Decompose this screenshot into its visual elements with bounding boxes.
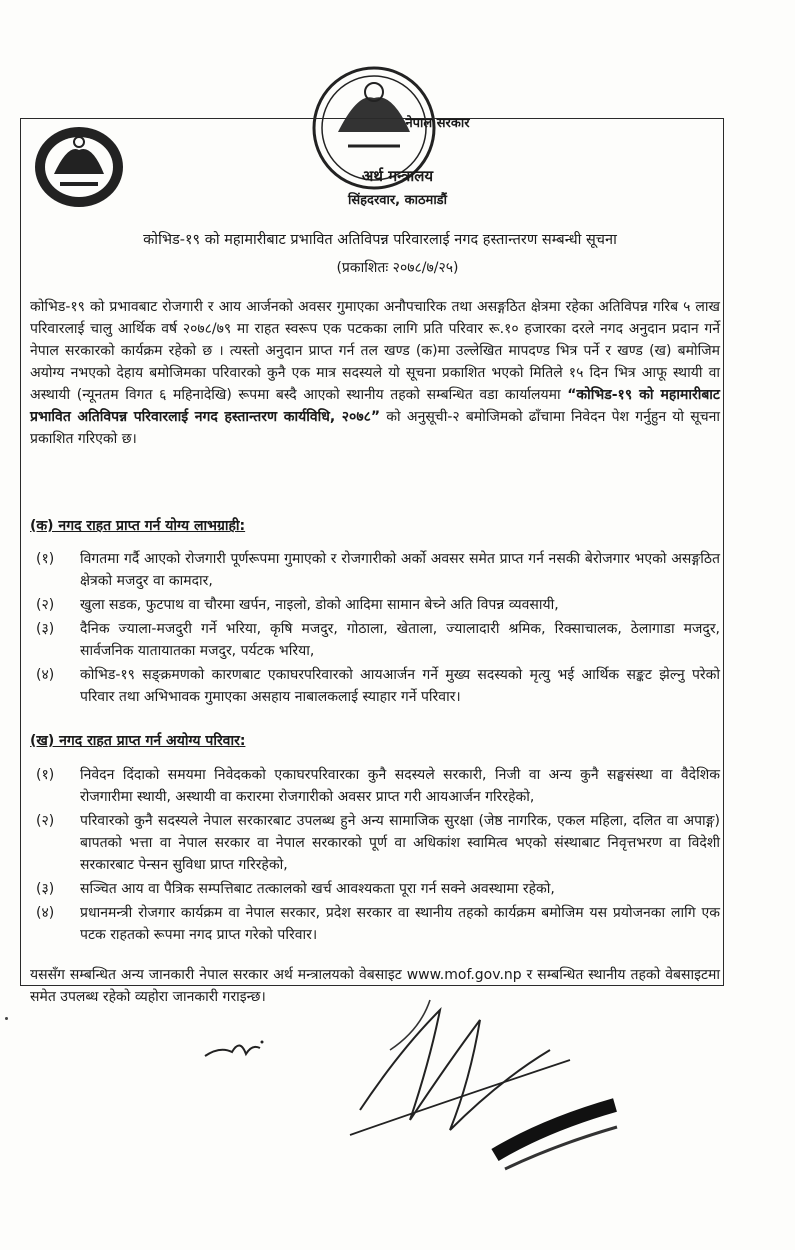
list-item: [30, 548, 720, 592]
intro-text-2: को अनुसूची-२ बमोजिमको ढाँचामा निवेदन पेश गर्नुहुन यो सूचना प्रकाशित गरिएको छ।: [30, 409, 720, 447]
item-number: (१): [36, 767, 55, 783]
item-number: (२): [36, 813, 55, 829]
ineligible-list: [30, 764, 720, 948]
intro-paragraph: [30, 296, 720, 450]
list-item: [30, 878, 720, 900]
list-item: [30, 618, 720, 662]
notice-title: कोभिड-१९ को महामारीबाट प्रभावित अतिविपन्न परिवारलाई नगद हस्तान्तरण सम्बन्धी सूचना: [143, 232, 617, 248]
item-text: परिवारको कुनै सदस्यले नेपाल सरकारबाट उपलब्ध हुने अन्य सामाजिक सुरक्षा (जेष्ठ नागरिक, एकल महिला, दलित वा अपाङ्ग) बापतको भत्ता वा नेपाल सरकार वा नेपाल सरकारको पूर्ण वा अधिकांश स्वामित्व भएको संस्थाबाट निवृत्तभरण वा विदेशी सरकारबाट पेन्सन सुविधा प्राप्त गरिरहेको,: [80, 813, 720, 873]
publication-date: (प्रकाशितः २०७८/७/२५): [336, 260, 459, 276]
list-item: [30, 810, 720, 876]
section-k-heading: (क) नगद राहत प्राप्त गर्न योग्य लाभग्राही:: [30, 518, 246, 534]
eligible-list: [30, 548, 720, 710]
item-number: (४): [36, 905, 55, 921]
item-number: (३): [36, 881, 55, 897]
item-number: (३): [36, 621, 55, 637]
item-text: प्रधानमन्त्री रोजगार कार्यक्रम वा नेपाल सरकार, प्रदेश सरकार वा स्थानीय तहको कार्यक्रम बमोजिम यस प्रयोजनका लागि एक पटक राहतको रूपमा नगद प्राप्त गरेको परिवार।: [80, 905, 720, 943]
list-item: [30, 902, 720, 946]
list-item: [30, 764, 720, 808]
item-text: सञ्चित आय वा पैत्रिक सम्पत्तिबाट तत्कालको खर्च आवश्यकता पूरा गर्न सक्ने अवस्थामा रहेको,: [80, 881, 555, 897]
item-text: दैनिक ज्याला-मजदुरी गर्ने भरिया, कृषि मजदुर, गोठाला, खेताला, ज्यालादारी श्रमिक, रिक्साचालक, ठेलागाडा मजदुर, सार्वजनिक यातायातका मजदुर, पर्यटक भरिया,: [80, 621, 720, 659]
section-kh-heading: (ख) नगद राहत प्राप्त गर्न अयोग्य परिवार:: [30, 733, 246, 749]
footer-paragraph: यससँग सम्बन्धित अन्य जानकारी नेपाल सरकार अर्थ मन्त्रालयको वेबसाइट www.mof.gov.np र सम्बन्धित स्थानीय तहको वेबसाइटमा समेत उपलब्ध रहेको व्यहोरा जानकारी गराइन्छ।: [30, 967, 720, 1005]
speck: [5, 1017, 8, 1020]
intro-text-1: कोभिड-१९ को प्रभावबाट रोजगारी र आय आर्जनको अवसर गुमाएका अनौपचारिक तथा असङ्गठित क्षेत्रमा रहेका अतिविपन्न गरिब ५ लाख परिवारलाई चालु आर्थिक वर्ष २०७८/७९ मा राहत स्वरूप एक पटकका लागि प्रति परिवार रू.१० हजारका दरले नगद अनुदान प्रदान गर्ने नेपाल सरकारको कार्यक्रम रहेको छ । त्यस्तो अनुदान प्राप्त गर्न तल खण्ड (क)मा उल्लेखित मापदण्ड भित्र पर्ने र खण्ड (ख) बमोजिम अयोग्य नभएको देहाय बमोजिमका परिवारको कुनै एक मात्र सदस्यले यो सूचना प्रकाशित भएको मितिले १५ दिन भित्र आफू स्थायी वा अस्थायी (न्यूनतम विगत ६ महिनादेखि) रूपमा बस्दै आएको स्थानीय तहको सम्बन्धित वडा कार्यालयमा: [30, 299, 720, 403]
item-text: विगतमा गर्दै आएको रोजगारी पूर्णरूपमा गुमाएको र रोजगारीको अर्को अवसर समेत प्राप्त गर्न नसकी बेरोजगार भएको असङ्गठित क्षेत्रको मजदुर वा कामदार,: [80, 551, 720, 589]
list-item: [30, 594, 720, 616]
list-item: [30, 664, 720, 708]
designation-stamp-icon: [485, 1085, 625, 1175]
ministry-name: अर्थ मन्त्रालय: [361, 167, 434, 185]
procedure-name: “कोभिड-१९ को महामारीबाट प्रभावित अतिविपन्न परिवारलाई नगद हस्तान्तरण कार्यविधि, २०७८”: [30, 387, 720, 425]
item-text: खुला सडक, फुटपाथ वा चौरमा खर्पन, नाइलो, डोको आदिमा सामान बेच्ने अति विपन्न व्यवसायी,: [80, 597, 559, 613]
item-number: (२): [36, 597, 55, 613]
initials-signature-icon: [200, 1018, 270, 1068]
ministry-address: सिंहदरवार, काठमाडौं: [347, 193, 448, 208]
item-text: कोभिड-१९ सङ्क्रमणको कारणबाट एकाघरपरिवारको आयआर्जन गर्ने मुख्य सदस्यको मृत्यु भई आर्थिक सङ्कट झेल्नु परेको परिवार तथा अभिभावक गुमाएका असहाय नाबालकलाई स्याहार गर्ने परिवार।: [80, 667, 720, 705]
item-number: (१): [36, 551, 55, 567]
seal-text-line-1: नेपाल सरकार: [405, 116, 470, 131]
item-text: निवेदन दिंदाको समयमा निवेदकको एकाघरपरिवारका कुनै सदस्यले सरकारी, निजी वा अन्य कुनै सङ्घसंस्था वा वैदेशिक रोजगारीमा स्थायी, अस्थायी वा करारमा रोजगारीको अवसर प्राप्त गरी आयआर्जन गरिरहेको,: [80, 767, 720, 805]
item-number: (४): [36, 667, 55, 683]
